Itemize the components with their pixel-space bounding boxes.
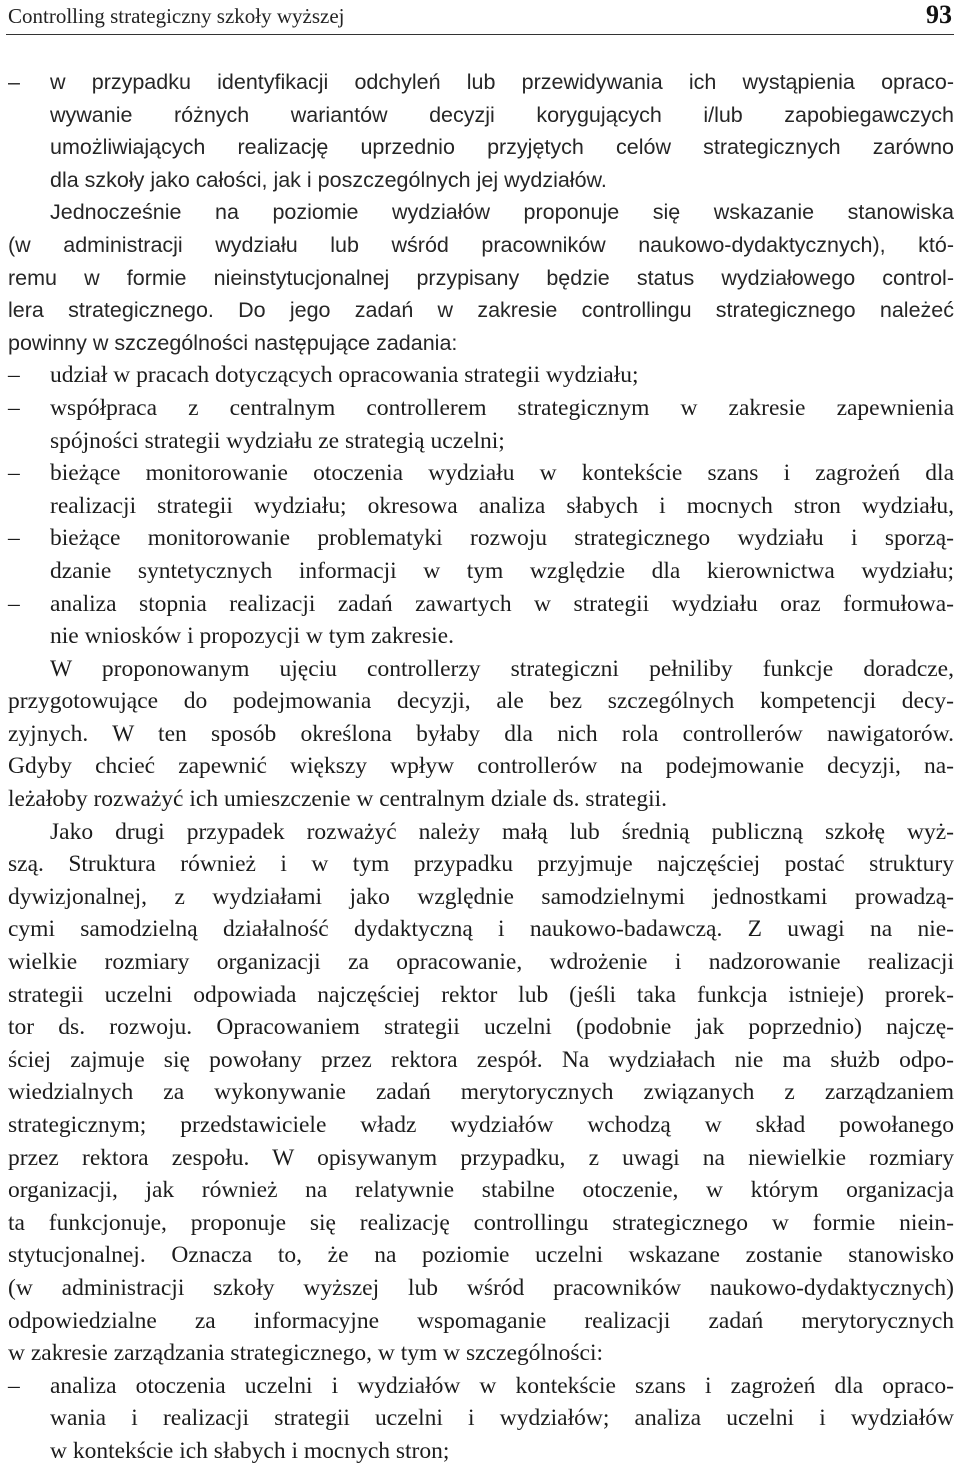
page-number: 93 [926,0,952,29]
text-line: przygotowujące do podejmowania decyzji, ale bez szczególnych kompetencji decy- [8,688,954,715]
text-line: dzanie syntetycznych informacji w tym względzie dla kierownictwa wydziału; [50,557,954,584]
text-line: remu w formie nieinstytucjonalnej przypisany będzie status wydziałowego control- [8,265,954,290]
text-line: przez rektora zespołu. W opisywanym przypadku, z uwagi na niewielkie rozmiary [8,1144,954,1171]
text-line: Gdyby chcieć zapewnić większy wpływ controllerów na podejmowanie decyzji, na- [8,753,954,780]
text-line: umożliwiających realizację uprzednio przyjętych celów strategicznych zarówno [50,135,954,160]
text-line: ściej zajmuje się powołany przez rektora zespół. Na wydziałach nie ma służb odpo- [8,1046,954,1073]
list-item-line: – bieżące monitorowanie otoczenia wydziału w kontekście szans i zagrożeń dla [50,457,954,490]
text-line: szą. Struktura również i w tym przypadku przyjmuje najczęściej postać struktury [8,851,954,878]
text-line: tor ds. rozwoju. Opracowaniem strategii uczelni (podobnie jak poprzednio) najczę- [8,1014,954,1041]
running-header [6,0,954,35]
text-line: Jako drugi przypadek rozważyć należy małą lub średnią publiczną szkołę wyż- [50,818,954,845]
text-line: dla szkoły jako całości, jak i poszczególnych jej wydziałów. [50,167,607,192]
text-line: dywizjonalnej, z wydziałami jako względnie samodzielnymi jednostkami prowadzą- [8,883,954,910]
text-line: stytucjonalnej. Oznacza to, że na poziomie uczelni wskazane zostanie stanowisko [8,1242,954,1269]
text-line: nie wniosków i propozycji w tym zakresie. [50,623,454,650]
text-line: w zakresie zarządzania strategicznego, w tym w szczególności: [8,1340,604,1367]
text-line: Jednocześnie na poziomie wydziałów proponuje się wskazanie stanowiska [50,200,954,225]
list-item-line: – w przypadku identyfikacji odchyleń lub przewidywania ich wystąpienia opraco- [50,66,954,99]
text-line: lera strategicznego. Do jego zadań w zakresie controllingu strategicznego należeć [8,298,954,323]
text-line: W proponowanym ujęciu controllerzy strategiczni pełniliby funkcje doradcze, [50,655,954,682]
text-line: strategii uczelni odpowiada najczęściej rektor lub (jeśli taka funkcja istnieje) prorek- [8,981,954,1008]
text-line: leżałoby rozważyć ich umieszczenie w centralnym dziale ds. strategii. [8,786,668,813]
text-line: odpowiedzialne za informacyjne wspomaganie realizacji zadań merytorycznych [8,1307,954,1334]
text-line: w kontekście ich słabych i mocnych stron; [50,1437,450,1464]
text-line: ta funkcjonuje, proponuje się realizację controllingu strategicznego w formie niein- [8,1209,954,1236]
text-line: zyjnych. W ten sposób określona byłaby dla nich rola controllerów nawigatorów. [8,720,954,747]
text-line: cymi samodzielną działalność dydaktyczną i naukowo-badawczą. Z uwagi na nie- [8,916,954,943]
list-item-line: – analiza otoczenia uczelni i wydziałów w kontekście szans i zagrożeń dla opraco- [50,1370,954,1403]
list-item-line: – analiza stopnia realizacji zadań zawartych w strategii wydziału oraz formułowa- [50,588,954,621]
text-line: powinny w szczególności następujące zadania: [8,330,458,355]
text-line: wania i realizacji strategii uczelni i wydziałów; analiza uczelni i wydziałów [50,1405,954,1432]
text-line: (w administracji szkoły wyższej lub wśród pracowników naukowo-dydaktycznych) [8,1274,954,1301]
text-line: spójności strategii wydziału ze strategią uczelni; [50,427,505,454]
list-item-line: – współpraca z centralnym controllerem strategicznym w zakresie zapewnienia [50,392,954,425]
list-item-line: – udział w pracach dotyczących opracowania strategii wydziału; [50,359,954,392]
body-text [8,66,954,1468]
text-line: wywanie różnych wariantów decyzji korygujących i/lub zapobiegawczych [50,102,954,127]
text-line: wielkie rozmiary organizacji za opracowanie, wdrożenie i nadzorowanie realizacji [8,949,954,976]
text-line: organizacji, jak również na relatywnie stabilne otoczenie, w którym organizacja [8,1177,954,1204]
text-line: realizacji strategii wydziału; okresowa analiza słabych i mocnych stron wydziału, [50,492,954,519]
text-line: (w administracji wydziału lub wśród pracowników naukowo-dydaktycznych), któ- [8,232,954,257]
running-header-title: Controlling strategiczny szkoły wyższej [8,4,345,28]
list-item-line: – bieżące monitorowanie problematyki rozwoju strategicznego wydziału i sporzą- [50,522,954,555]
text-line: strategicznym; przedstawiciele władz wydziałów wchodzą w skład powołanego [8,1112,954,1138]
text-line: wiedzialnych za wykonywanie zadań merytorycznych związanych z zarządzaniem [8,1079,954,1106]
